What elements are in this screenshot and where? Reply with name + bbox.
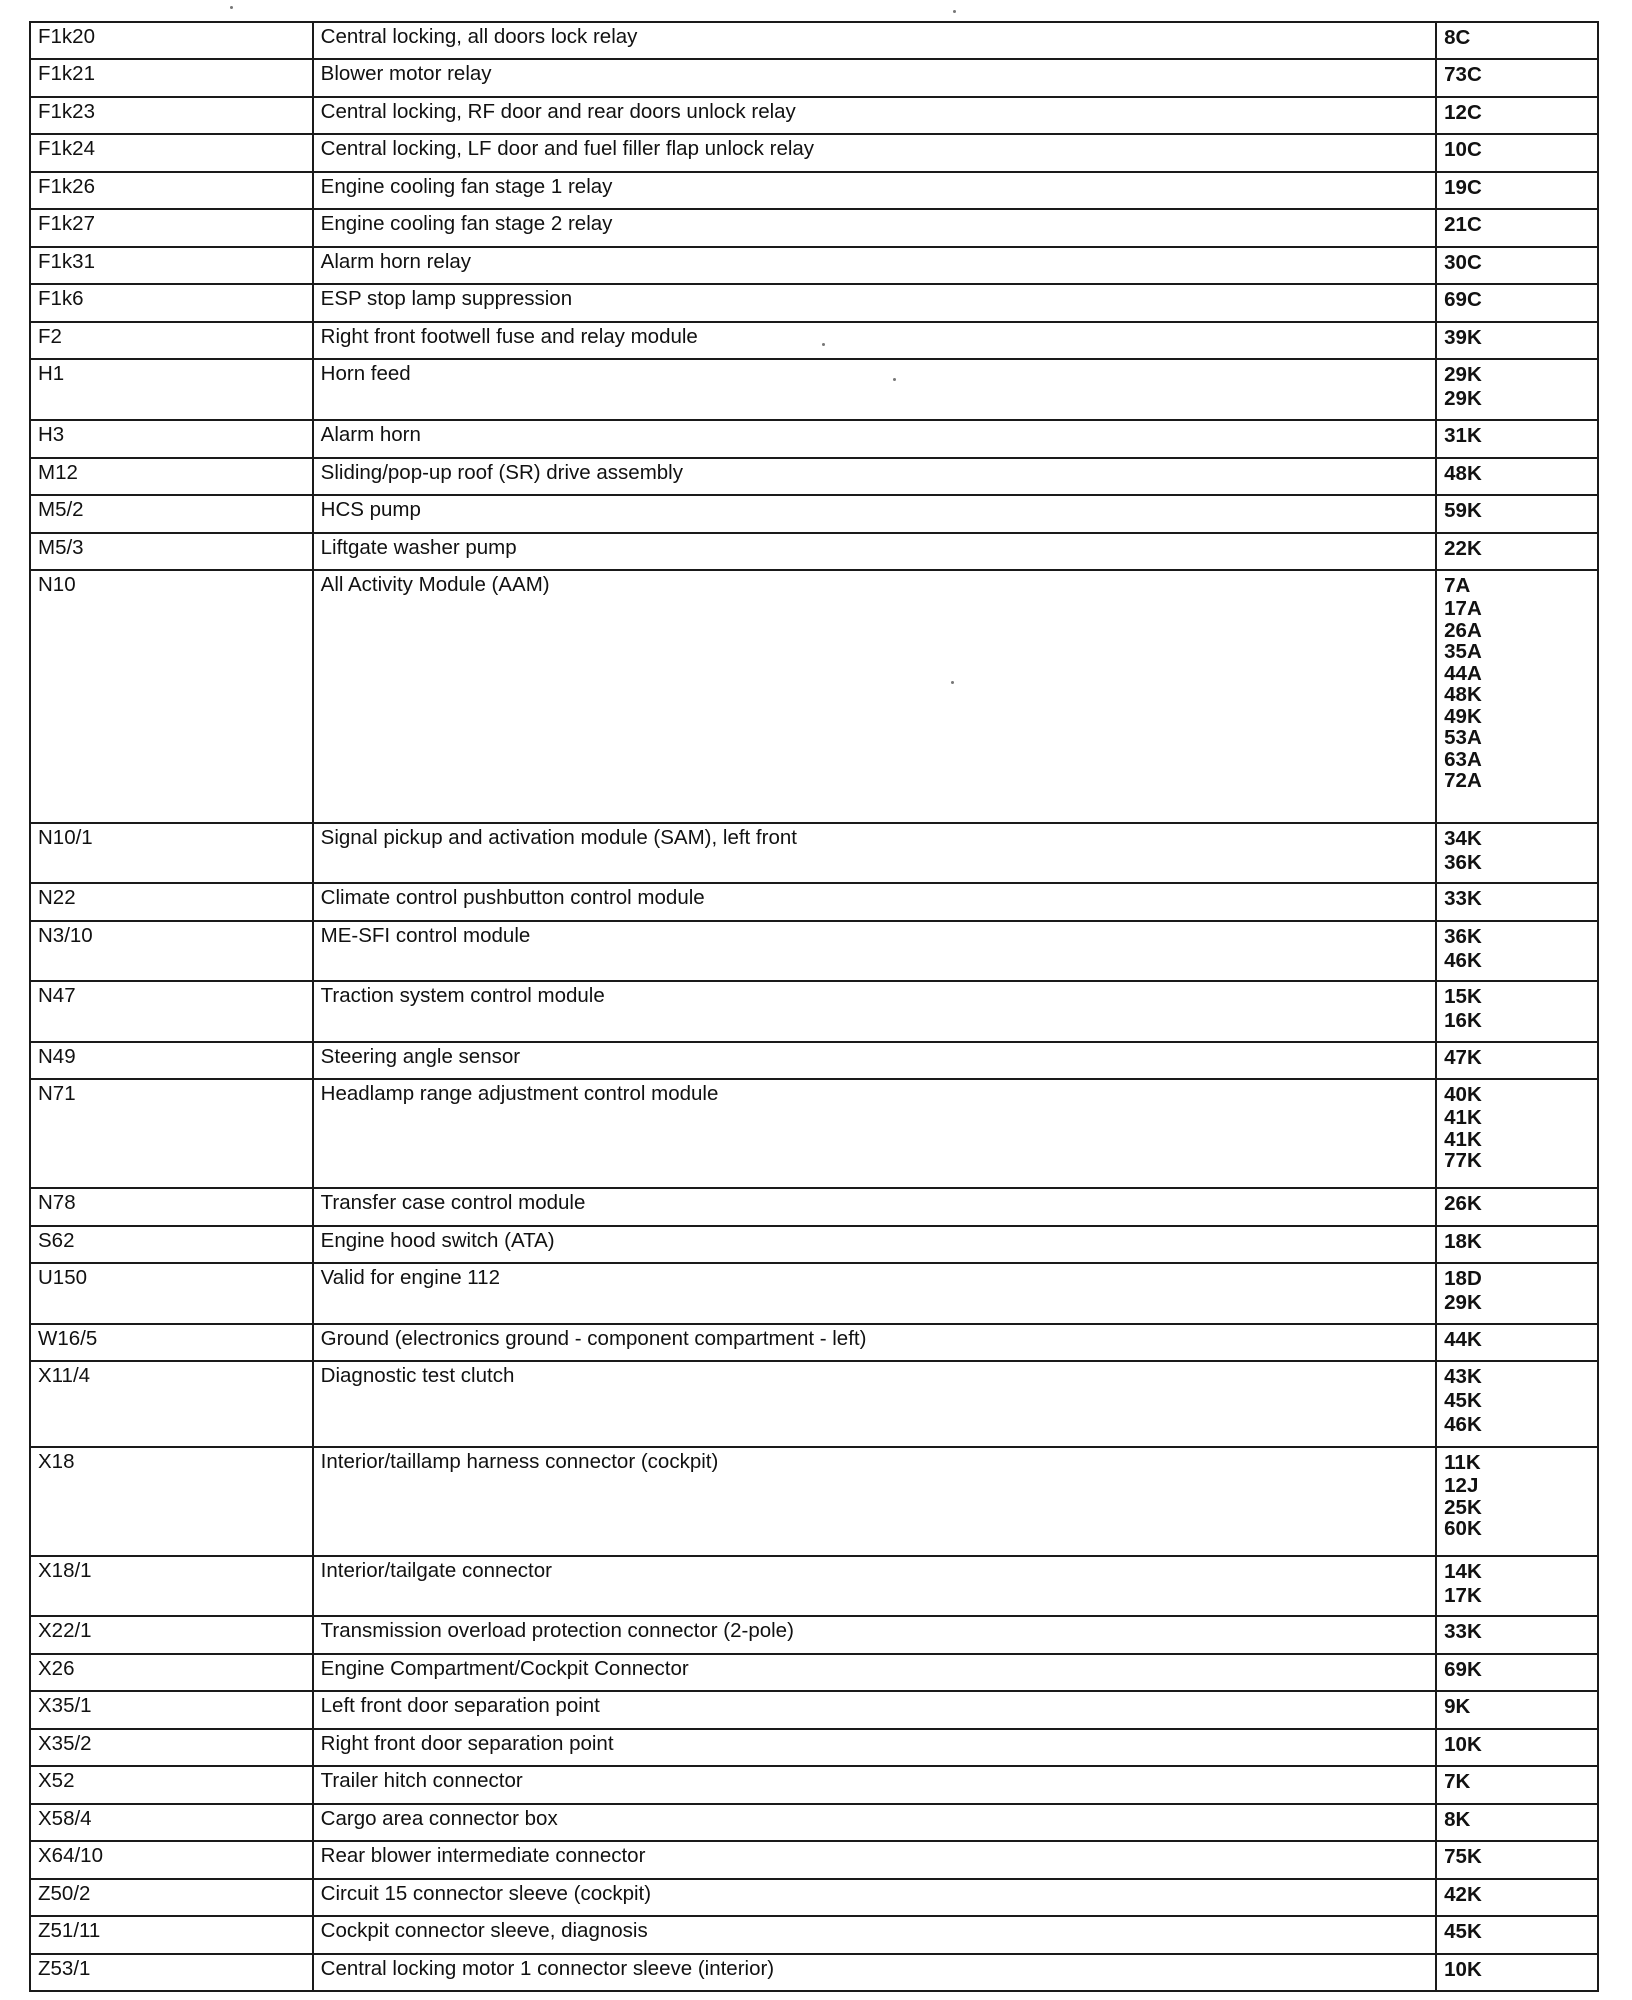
grid-location: 15K	[1444, 985, 1482, 1008]
component-code-cell: X64/10	[30, 1841, 313, 1879]
component-description-cell: Interior/tailgate connector	[313, 1556, 1437, 1616]
grid-location: 34K	[1444, 827, 1482, 850]
grid-location-cell	[1436, 1042, 1598, 1079]
component-description-cell: Interior/taillamp harness connector (cockpit)	[313, 1447, 1437, 1556]
grid-location: 60K	[1444, 1517, 1482, 1540]
table-row	[30, 1766, 1598, 1804]
grid-location-cell	[1436, 1916, 1598, 1954]
component-description-cell: Sliding/pop-up roof (SR) drive assembly	[313, 458, 1437, 495]
component-code-cell: N22	[30, 883, 313, 921]
grid-location: 8C	[1444, 26, 1471, 49]
component-description-cell: Central locking, all doors lock relay	[313, 22, 1437, 59]
scan-speck	[230, 6, 233, 9]
grid-location: 59K	[1444, 499, 1482, 522]
grid-location-cell	[1436, 172, 1598, 209]
table-row	[30, 1729, 1598, 1766]
table-row	[30, 59, 1598, 97]
component-description-cell: Engine hood switch (ATA)	[313, 1226, 1437, 1263]
grid-location: 63A	[1444, 747, 1482, 771]
grid-location-cell	[1436, 823, 1598, 883]
component-code-cell: F1k23	[30, 97, 313, 134]
grid-location: 10C	[1444, 138, 1482, 161]
grid-location: 29K	[1444, 1291, 1482, 1314]
grid-location-cell	[1436, 1226, 1598, 1263]
component-description-cell: ME-SFI control module	[313, 921, 1437, 981]
table-row	[30, 1079, 1598, 1188]
grid-location-cell	[1436, 981, 1598, 1042]
component-code-cell: X22/1	[30, 1616, 313, 1654]
component-code-cell: X26	[30, 1654, 313, 1691]
grid-location-cell	[1436, 921, 1598, 981]
table-row	[30, 22, 1598, 59]
component-description-cell: Central locking, LF door and fuel filler flap unlock relay	[313, 134, 1437, 172]
grid-location: 53A	[1444, 726, 1482, 749]
component-description-cell: All Activity Module (AAM)	[313, 570, 1437, 823]
component-code-cell: X35/1	[30, 1691, 313, 1729]
table-row	[30, 1226, 1598, 1263]
grid-location: 8K	[1444, 1808, 1471, 1831]
grid-location: 11K	[1444, 1451, 1481, 1474]
component-code-cell: Z53/1	[30, 1954, 313, 1991]
component-description-cell: Central locking motor 1 connector sleeve (interior)	[313, 1954, 1437, 1991]
grid-location-cell	[1436, 134, 1598, 172]
component-description-cell: Cargo area connector box	[313, 1804, 1437, 1841]
grid-location-cell	[1436, 209, 1598, 247]
component-code-cell: F1k24	[30, 134, 313, 172]
grid-location: 31K	[1444, 424, 1482, 447]
component-description-cell: ESP stop lamp suppression	[313, 284, 1437, 322]
table-row	[30, 533, 1598, 570]
grid-location: 26K	[1444, 1192, 1482, 1215]
component-description-cell: Rear blower intermediate connector	[313, 1841, 1437, 1879]
component-code-cell: Z50/2	[30, 1879, 313, 1916]
grid-location-cell	[1436, 1616, 1598, 1654]
component-code-cell: F1k26	[30, 172, 313, 209]
grid-location-cell	[1436, 322, 1598, 359]
grid-location-cell	[1436, 1804, 1598, 1841]
grid-location: 48K	[1444, 462, 1482, 485]
component-code-cell: M5/3	[30, 533, 313, 570]
grid-location: 33K	[1444, 887, 1482, 910]
grid-location: 7K	[1444, 1770, 1471, 1793]
table-row	[30, 247, 1598, 284]
grid-location-cell	[1436, 570, 1598, 823]
table-row	[30, 359, 1598, 420]
component-description-cell: Ground (electronics ground - component compartment - left)	[313, 1324, 1437, 1361]
grid-location: 17K	[1444, 1584, 1482, 1607]
grid-location: 10K	[1444, 1733, 1482, 1756]
table-row	[30, 883, 1598, 921]
grid-location: 25K	[1444, 1495, 1482, 1519]
table-row	[30, 1804, 1598, 1841]
table-row	[30, 458, 1598, 495]
component-description-cell: Trailer hitch connector	[313, 1766, 1437, 1804]
scan-speck	[951, 681, 954, 684]
component-code-cell: N78	[30, 1188, 313, 1226]
grid-location: 43K	[1444, 1365, 1482, 1388]
component-code-cell: H1	[30, 359, 313, 420]
component-code-cell: N49	[30, 1042, 313, 1079]
grid-location-cell	[1436, 1188, 1598, 1226]
grid-location: 73C	[1444, 63, 1482, 86]
grid-location: 45K	[1444, 1920, 1482, 1943]
grid-location-cell	[1436, 1729, 1598, 1766]
component-description-cell: Climate control pushbutton control module	[313, 883, 1437, 921]
grid-location: 36K	[1444, 925, 1482, 948]
component-description-cell: Alarm horn	[313, 420, 1437, 458]
table-row	[30, 1654, 1598, 1691]
grid-location: 69K	[1444, 1658, 1482, 1681]
table-row	[30, 1447, 1598, 1556]
component-code-cell: H3	[30, 420, 313, 458]
component-description-cell: Circuit 15 connector sleeve (cockpit)	[313, 1879, 1437, 1916]
component-code-cell: M5/2	[30, 495, 313, 533]
grid-location-cell	[1436, 1654, 1598, 1691]
grid-location-cell	[1436, 1841, 1598, 1879]
component-code-cell: Z51/11	[30, 1916, 313, 1954]
component-code-cell: F1k27	[30, 209, 313, 247]
component-description-cell: Right front footwell fuse and relay module	[313, 322, 1437, 359]
component-description-cell: Signal pickup and activation module (SAM), left front	[313, 823, 1437, 883]
component-code-cell: X11/4	[30, 1361, 313, 1447]
component-code-cell: F1k20	[30, 22, 313, 59]
component-code-cell: W16/5	[30, 1324, 313, 1361]
table-row	[30, 1042, 1598, 1079]
component-code-cell: F1k21	[30, 59, 313, 97]
grid-location-cell	[1436, 1954, 1598, 1991]
table-row	[30, 1556, 1598, 1616]
component-code-cell: F1k31	[30, 247, 313, 284]
table-row	[30, 570, 1598, 823]
component-description-cell: Diagnostic test clutch	[313, 1361, 1437, 1447]
grid-location-cell	[1436, 1263, 1598, 1324]
component-code-cell: N71	[30, 1079, 313, 1188]
grid-location-cell	[1436, 97, 1598, 134]
component-code-cell: N10	[30, 570, 313, 823]
grid-location-cell	[1436, 1879, 1598, 1916]
grid-location-cell	[1436, 883, 1598, 921]
component-code-cell: U150	[30, 1263, 313, 1324]
grid-location: 12C	[1444, 101, 1482, 124]
grid-location: 17A	[1444, 597, 1482, 620]
component-code-cell: S62	[30, 1226, 313, 1263]
grid-location: 30C	[1444, 251, 1482, 274]
component-description-cell: Left front door separation point	[313, 1691, 1437, 1729]
table-row	[30, 1616, 1598, 1654]
grid-location-cell	[1436, 420, 1598, 458]
grid-location: 77K	[1444, 1149, 1482, 1172]
component-code-cell: N10/1	[30, 823, 313, 883]
grid-location: 42K	[1444, 1883, 1482, 1906]
grid-location-cell	[1436, 495, 1598, 533]
table-body	[30, 22, 1598, 1991]
grid-location: 10K	[1444, 1958, 1482, 1981]
grid-location: 33K	[1444, 1620, 1482, 1643]
table-row	[30, 97, 1598, 134]
grid-location-cell	[1436, 1691, 1598, 1729]
component-description-cell: HCS pump	[313, 495, 1437, 533]
component-code-cell: F2	[30, 322, 313, 359]
table-row	[30, 1691, 1598, 1729]
table-row	[30, 1361, 1598, 1447]
grid-location: 69C	[1444, 288, 1482, 311]
grid-location: 44K	[1444, 1328, 1482, 1351]
grid-location: 19C	[1444, 176, 1482, 199]
table-row	[30, 1841, 1598, 1879]
grid-location: 29K	[1444, 387, 1482, 410]
component-description-cell: Central locking, RF door and rear doors unlock relay	[313, 97, 1437, 134]
component-description-cell: Engine Compartment/Cockpit Connector	[313, 1654, 1437, 1691]
component-code-cell: X18/1	[30, 1556, 313, 1616]
grid-location-cell	[1436, 284, 1598, 322]
grid-location: 75K	[1444, 1845, 1482, 1868]
component-code-cell: X18	[30, 1447, 313, 1556]
grid-location: 18D	[1444, 1267, 1482, 1290]
table-row	[30, 1324, 1598, 1361]
component-description-cell: Valid for engine 112	[313, 1263, 1437, 1324]
table-row	[30, 1879, 1598, 1916]
component-description-cell: Blower motor relay	[313, 59, 1437, 97]
grid-location-cell	[1436, 1361, 1598, 1447]
grid-location: 16K	[1444, 1009, 1482, 1032]
component-description-cell: Transfer case control module	[313, 1188, 1437, 1226]
grid-location-cell	[1436, 1079, 1598, 1188]
grid-location: 18K	[1444, 1230, 1482, 1253]
grid-location-cell	[1436, 1556, 1598, 1616]
table-row	[30, 921, 1598, 981]
component-code-cell: X52	[30, 1766, 313, 1804]
component-description-cell: Liftgate washer pump	[313, 533, 1437, 570]
table-row	[30, 134, 1598, 172]
grid-location-cell	[1436, 458, 1598, 495]
grid-location: 14K	[1444, 1560, 1482, 1583]
grid-location: 12J	[1444, 1474, 1479, 1497]
grid-location: 45K	[1444, 1389, 1482, 1412]
component-code-cell: F1k6	[30, 284, 313, 322]
component-description-cell: Alarm horn relay	[313, 247, 1437, 284]
grid-location: 49K	[1444, 704, 1482, 728]
grid-location: 21C	[1444, 213, 1482, 236]
component-description-cell: Horn feed	[313, 359, 1437, 420]
grid-location: 72A	[1444, 769, 1482, 792]
grid-location: 35A	[1444, 640, 1482, 663]
component-location-table-container	[29, 21, 1599, 1992]
table-row	[30, 172, 1598, 209]
grid-location-cell	[1436, 533, 1598, 570]
component-code-cell: M12	[30, 458, 313, 495]
table-row	[30, 1263, 1598, 1324]
grid-location: 9K	[1444, 1695, 1471, 1718]
component-description-cell: Traction system control module	[313, 981, 1437, 1042]
grid-location-cell	[1436, 1766, 1598, 1804]
table-row	[30, 420, 1598, 458]
component-description-cell: Steering angle sensor	[313, 1042, 1437, 1079]
grid-location: 7A	[1444, 574, 1471, 597]
grid-location: 29K	[1444, 363, 1482, 386]
grid-location-cell	[1436, 59, 1598, 97]
grid-location: 46K	[1444, 1413, 1482, 1436]
grid-location: 46K	[1444, 949, 1482, 972]
table-row	[30, 322, 1598, 359]
grid-location: 41K	[1444, 1127, 1482, 1151]
grid-location: 26A	[1444, 618, 1482, 642]
grid-location-cell	[1436, 359, 1598, 420]
grid-location: 40K	[1444, 1083, 1482, 1106]
grid-location: 47K	[1444, 1046, 1482, 1069]
table-row	[30, 1954, 1598, 1991]
scan-speck	[953, 10, 956, 13]
table-row	[30, 1916, 1598, 1954]
grid-location-cell	[1436, 247, 1598, 284]
component-code-cell: N47	[30, 981, 313, 1042]
grid-location-cell	[1436, 22, 1598, 59]
scan-speck	[893, 378, 896, 381]
component-description-cell: Headlamp range adjustment control module	[313, 1079, 1437, 1188]
grid-location: 22K	[1444, 537, 1482, 560]
table-row	[30, 209, 1598, 247]
component-code-cell: N3/10	[30, 921, 313, 981]
table-row	[30, 284, 1598, 322]
table-row	[30, 495, 1598, 533]
grid-location: 41K	[1444, 1106, 1482, 1129]
component-description-cell: Engine cooling fan stage 2 relay	[313, 209, 1437, 247]
grid-location-cell	[1436, 1447, 1598, 1556]
table-row	[30, 981, 1598, 1042]
component-location-table	[29, 21, 1599, 1992]
component-code-cell: X58/4	[30, 1804, 313, 1841]
grid-location: 48K	[1444, 683, 1482, 706]
component-code-cell: X35/2	[30, 1729, 313, 1766]
component-description-cell: Transmission overload protection connector (2-pole)	[313, 1616, 1437, 1654]
table-row	[30, 1188, 1598, 1226]
table-row	[30, 823, 1598, 883]
component-description-cell: Engine cooling fan stage 1 relay	[313, 172, 1437, 209]
scan-speck	[822, 343, 825, 346]
grid-location: 44A	[1444, 661, 1482, 685]
component-description-cell: Cockpit connector sleeve, diagnosis	[313, 1916, 1437, 1954]
grid-location: 39K	[1444, 326, 1482, 349]
component-description-cell: Right front door separation point	[313, 1729, 1437, 1766]
grid-location: 36K	[1444, 851, 1482, 874]
grid-location-cell	[1436, 1324, 1598, 1361]
